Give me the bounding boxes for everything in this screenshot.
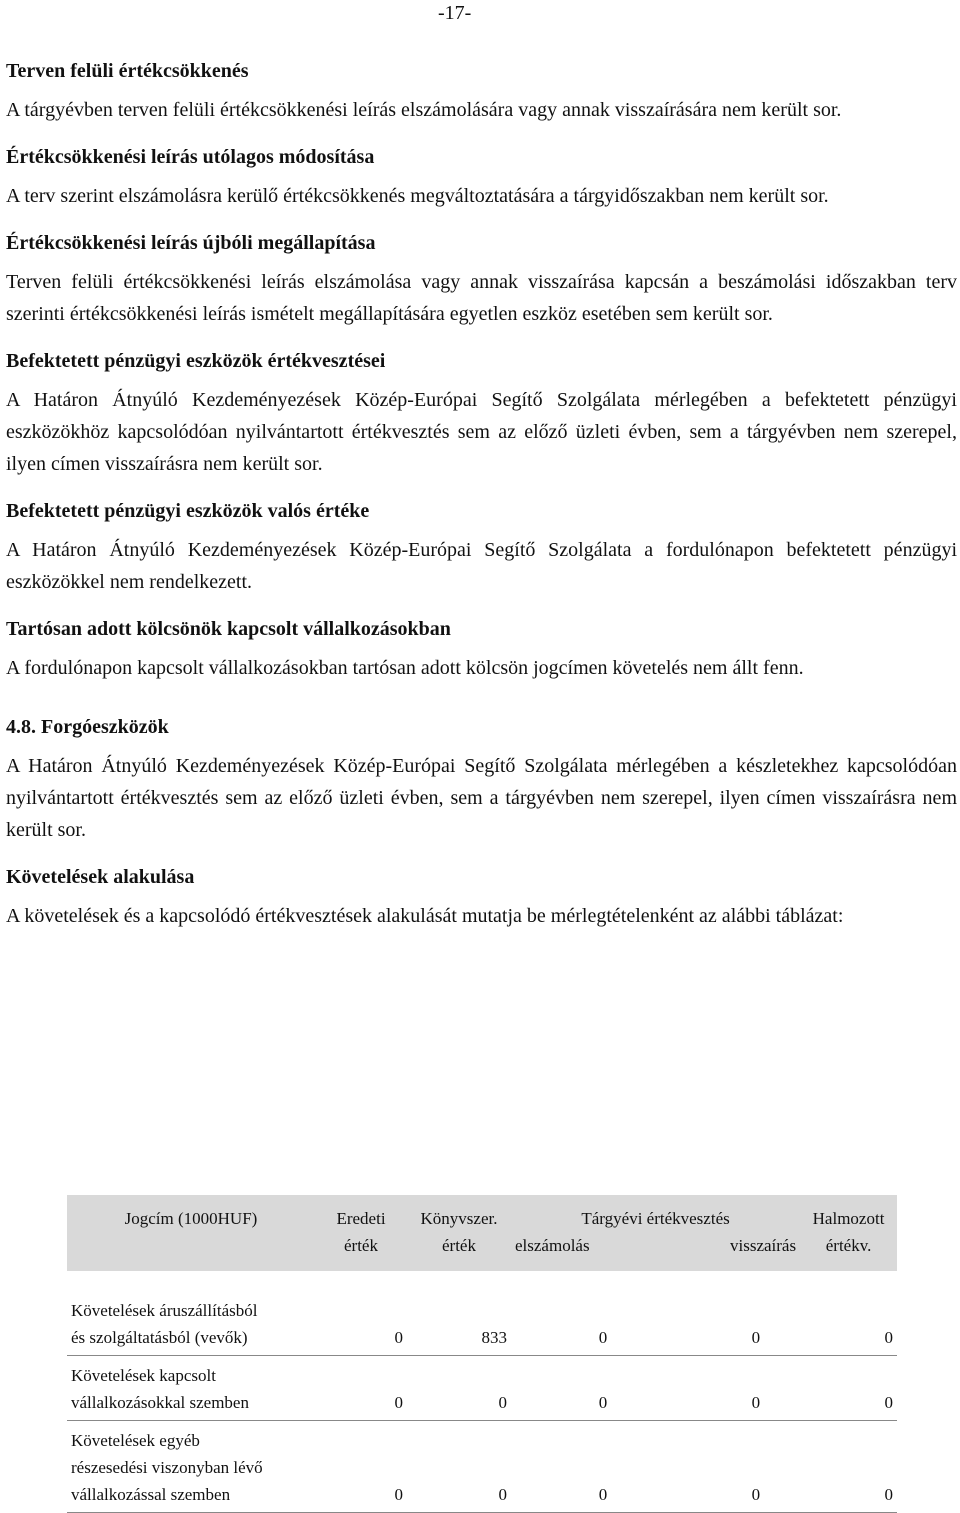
cell-konyvszerinti: 0: [407, 1356, 511, 1421]
cell-elszamolas: 0: [511, 1356, 633, 1421]
cell-visszairas: 0: [633, 1421, 800, 1513]
section-heading: Követelések alakulása: [6, 866, 195, 888]
section-paragraph: A Határon Átnyúló Kezdeményezések Közép-Európai Segítő Szolgálata mérlegében a befektetett pénzügyi eszközökhöz kapcsolódóan nyilvántartott értékvesztés sem az előző üzleti évben, sem a tárgyévben nem szerepel, ilyen címen visszaírásra nem került sor.: [6, 389, 957, 475]
section-paragraph: A követelések és a kapcsolódó értékvesztések alakulását mutatja be mérlegtételenként az alábbi táblázat:: [6, 905, 844, 927]
document-body: [6, 55, 957, 932]
section-heading: Értékcsökkenési leírás utólagos módosítása: [6, 146, 375, 168]
row-label: Követelések egyéb részesedési viszonyban lévő vállalkozással szemben: [67, 1421, 315, 1513]
header-konyvszerinti-ertek: Könyvszer. érték: [407, 1195, 511, 1271]
section-heading: Értékcsökkenési leírás újbóli megállapítása: [6, 232, 376, 254]
table-row: [67, 1291, 897, 1356]
cell-konyvszerinti: 833: [407, 1291, 511, 1356]
header-halmozott-ertekvesztes: Halmozott értékv.: [800, 1195, 897, 1271]
table-row: [67, 1421, 897, 1513]
cell-eredeti: 0: [315, 1421, 407, 1513]
header-elszamolas: elszámolás: [515, 1236, 590, 1255]
header-jogcim: Jogcím (1000HUF): [67, 1195, 315, 1271]
cell-elszamolas: 0: [511, 1421, 633, 1513]
row-label: Követelések kapcsolt vállalkozásokkal szemben: [67, 1356, 315, 1421]
section-heading: 4.8. Forgóeszközök: [6, 716, 169, 738]
receivables-table-block: [67, 1195, 897, 1513]
cell-halmozott: 0: [800, 1291, 897, 1356]
section-heading: Befektetett pénzügyi eszközök értékvesztései: [6, 350, 386, 372]
cell-visszairas: 0: [633, 1291, 800, 1356]
header-targyevi-ertekvesztes: Tárgyévi értékvesztés elszámolás visszaírás: [511, 1195, 800, 1271]
header-eredeti-ertek: Eredeti érték: [315, 1195, 407, 1271]
table-row: [67, 1356, 897, 1421]
cell-konyvszerinti: 0: [407, 1421, 511, 1513]
section-paragraph: A tárgyévben terven felüli értékcsökkenési leírás elszámolására vagy annak visszaírására nem került sor.: [6, 99, 842, 121]
section-heading: Befektetett pénzügyi eszközök valós értéke: [6, 500, 370, 522]
row-label: Követelések áruszállításból és szolgáltatásból (vevők): [67, 1291, 315, 1356]
receivables-table: [67, 1195, 897, 1513]
cell-eredeti: 0: [315, 1291, 407, 1356]
section-paragraph: A Határon Átnyúló Kezdeményezések Közép-Európai Segítő Szolgálata a fordulónapon befektetett pénzügyi eszközökkel nem rendelkezett.: [6, 539, 957, 593]
section-paragraph: A fordulónapon kapcsolt vállalkozásokban tartósan adott kölcsön jogcímen követelés nem állt fenn.: [6, 657, 804, 679]
page-number: -17-: [438, 2, 472, 24]
cell-halmozott: 0: [800, 1356, 897, 1421]
section-paragraph: A Határon Átnyúló Kezdeményezések Közép-Európai Segítő Szolgálata mérlegében a készletekhez kapcsolódóan nyilvántartott értékvesztés sem az előző üzleti évben, sem a tárgyévben nem szerepel, ilyen címen visszaírásra nem került sor.: [6, 755, 957, 841]
section-paragraph: Terven felüli értékcsökkenési leírás elszámolása vagy annak visszaírása kapcsán a beszámolási időszakban terv szerinti értékcsökkenési leírás ismételt megállapítására egyetlen eszköz esetében sem került sor.: [6, 271, 957, 325]
cell-visszairas: 0: [633, 1356, 800, 1421]
header-visszairas: visszaírás: [730, 1236, 797, 1255]
cell-elszamolas: 0: [511, 1291, 633, 1356]
table-header-row: [67, 1195, 897, 1271]
cell-eredeti: 0: [315, 1356, 407, 1421]
section-heading: Tartósan adott kölcsönök kapcsolt vállalkozásokban: [6, 618, 451, 640]
cell-halmozott: 0: [800, 1421, 897, 1513]
section-paragraph: A terv szerint elszámolásra kerülő értékcsökkenés megváltoztatására a tárgyidőszakban nem került sor.: [6, 185, 829, 207]
section-heading: Terven felüli értékcsökkenés: [6, 60, 249, 82]
